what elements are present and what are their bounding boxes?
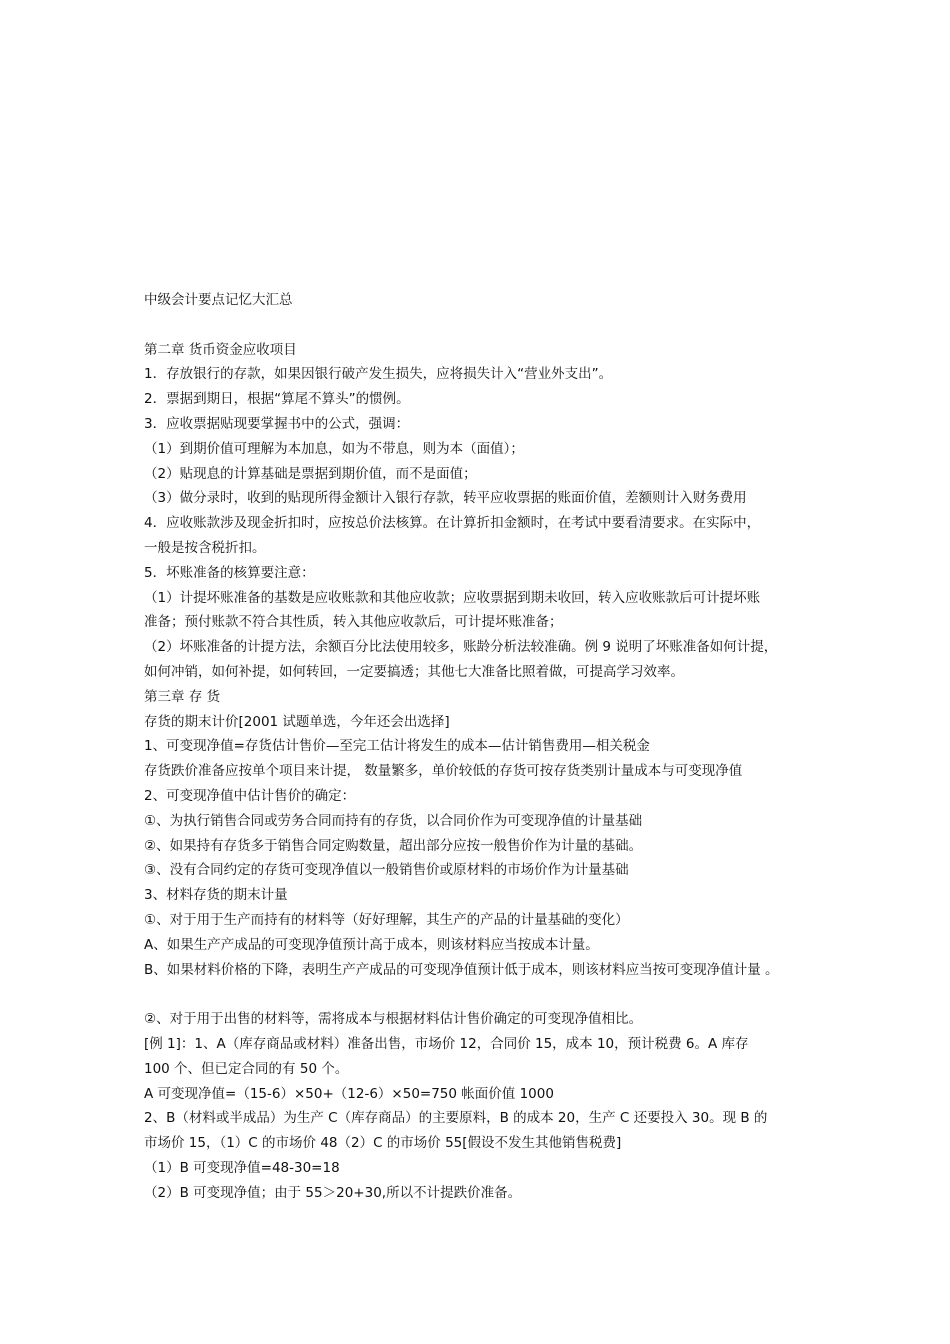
chapter-heading: 第二章 货币资金应收项目 <box>144 341 297 358</box>
text-line: ②、对于用于出售的材料等，需将成本与根据材料估计售价确定的可变现净值相比。 <box>144 1011 643 1028</box>
text-line: 如何冲销，如何补提，如何转回，一定要搞透；其他七大准备比照着做，可提高学习效率。 <box>144 663 684 680</box>
text-line: （2）B 可变现净值；由于 55＞20+30,所以不计提跌价准备。 <box>144 1184 522 1201</box>
text-line: 2、可变现净值中估计售价的确定： <box>144 787 356 804</box>
text-line: 存货的期末计价[2001 试题单选，今年还会出选择] <box>144 713 450 730</box>
blank-line <box>144 982 834 1007</box>
text-line: A 可变现净值=（15-6）×50+（12-6）×50=750 帐面价值 1000 <box>144 1085 554 1102</box>
text-line: 4．应收账款涉及现金折扣时，应按总价法核算。在计算折扣金额时，在考试中要看清要求。在实际中， <box>144 515 761 532</box>
text-line: （1）计提坏账准备的基数是应收账款和其他应收款；应收票据到期未收回，转入应收账款后可计提坏账 <box>144 589 761 606</box>
text-line: 市场价 15，（1）C 的市场价 48（2）C 的市场价 55[假设不发生其他销售税费] <box>144 1135 622 1152</box>
text-line: ③、没有合同约定的存货可变现净值以一般销售价或原材料的市场价作为计量基础 <box>144 862 629 879</box>
text-line: 5．坏账准备的核算要注意： <box>144 564 315 581</box>
text-line: 2、B（材料或半成品）为生产 C（库存商品）的主要原料，B 的成本 20，生产 C 还要投入 30。现 B 的 <box>144 1110 768 1127</box>
text-line: 准备；预付账款不符合其性质，转入其他应收款后，可计提坏账准备； <box>144 614 563 631</box>
text-line: 3、材料存货的期末计量 <box>144 887 288 904</box>
text-line: 2．票据到期日，根据“算尾不算头”的惯例。 <box>144 391 410 408</box>
text-line: （2）贴现息的计算基础是票据到期价值，而不是面值； <box>144 465 477 482</box>
chapter-heading: 第三章 存 货 <box>144 688 221 705</box>
text-line: 存货跌价准备应按单个项目来计提， 数量繁多，单价较低的存货可按存货类别计量成本与可变现净值 <box>144 763 743 780</box>
text-line: 1、可变现净值=存货估计售价—至完工估计将发生的成本—估计销售费用—相关税金 <box>144 738 650 755</box>
text-line: A、如果生产产成品的可变现净值预计高于成本，则该材料应当按成本计量。 <box>144 936 599 953</box>
text-line: ②、如果持有存货多于销售合同定购数量，超出部分应按一般售价作为计量的基础。 <box>144 837 643 854</box>
text-line: ①、为执行销售合同或劳务合同而持有的存货，以合同价作为可变现净值的计量基础 <box>144 812 643 829</box>
text-line: 1．存放银行的存款，如果因银行破产发生损失，应将损失计入“营业外支出”。 <box>144 366 613 383</box>
text-line: 100 个、但已定合同的有 50 个。 <box>144 1060 349 1077</box>
text-line: （3）做分录时，收到的贴现所得金额计入银行存款，转平应收票据的账面价值，差额则计入财务费用 <box>144 490 747 507</box>
text-line: 一般是按含税折扣。 <box>144 539 266 556</box>
document-title: 中级会计要点记忆大汇总 <box>144 292 293 308</box>
document-page <box>144 288 834 1205</box>
text-line: 3．应收票据贴现要掌握书中的公式，强调： <box>144 415 410 432</box>
text-line: （1）到期价值可理解为本加息，如为不带息，则为本（面值）； <box>144 440 524 457</box>
text-line: ①、对于用于生产而持有的材料等（好好理解，其生产的产品的计量基础的变化） <box>144 911 629 928</box>
text-line: （2）坏账准备的计提方法，余额百分比法使用较多，账龄分析法较准确。例 9 说明了坏账准备如何计提， <box>144 639 778 656</box>
text-line: [例 1]：1、A（库存商品或材料）准备出售，市场价 12，合同价 15，成本 10，预计税费 6。A 库存 <box>144 1035 749 1052</box>
text-line: （1）B 可变现净值=48-30=18 <box>144 1159 340 1176</box>
text-line: B、如果材料价格的下降，表明生产产成品的可变现净值预计低于成本，则该材料应当按可变现净值计量 。 <box>144 961 779 978</box>
